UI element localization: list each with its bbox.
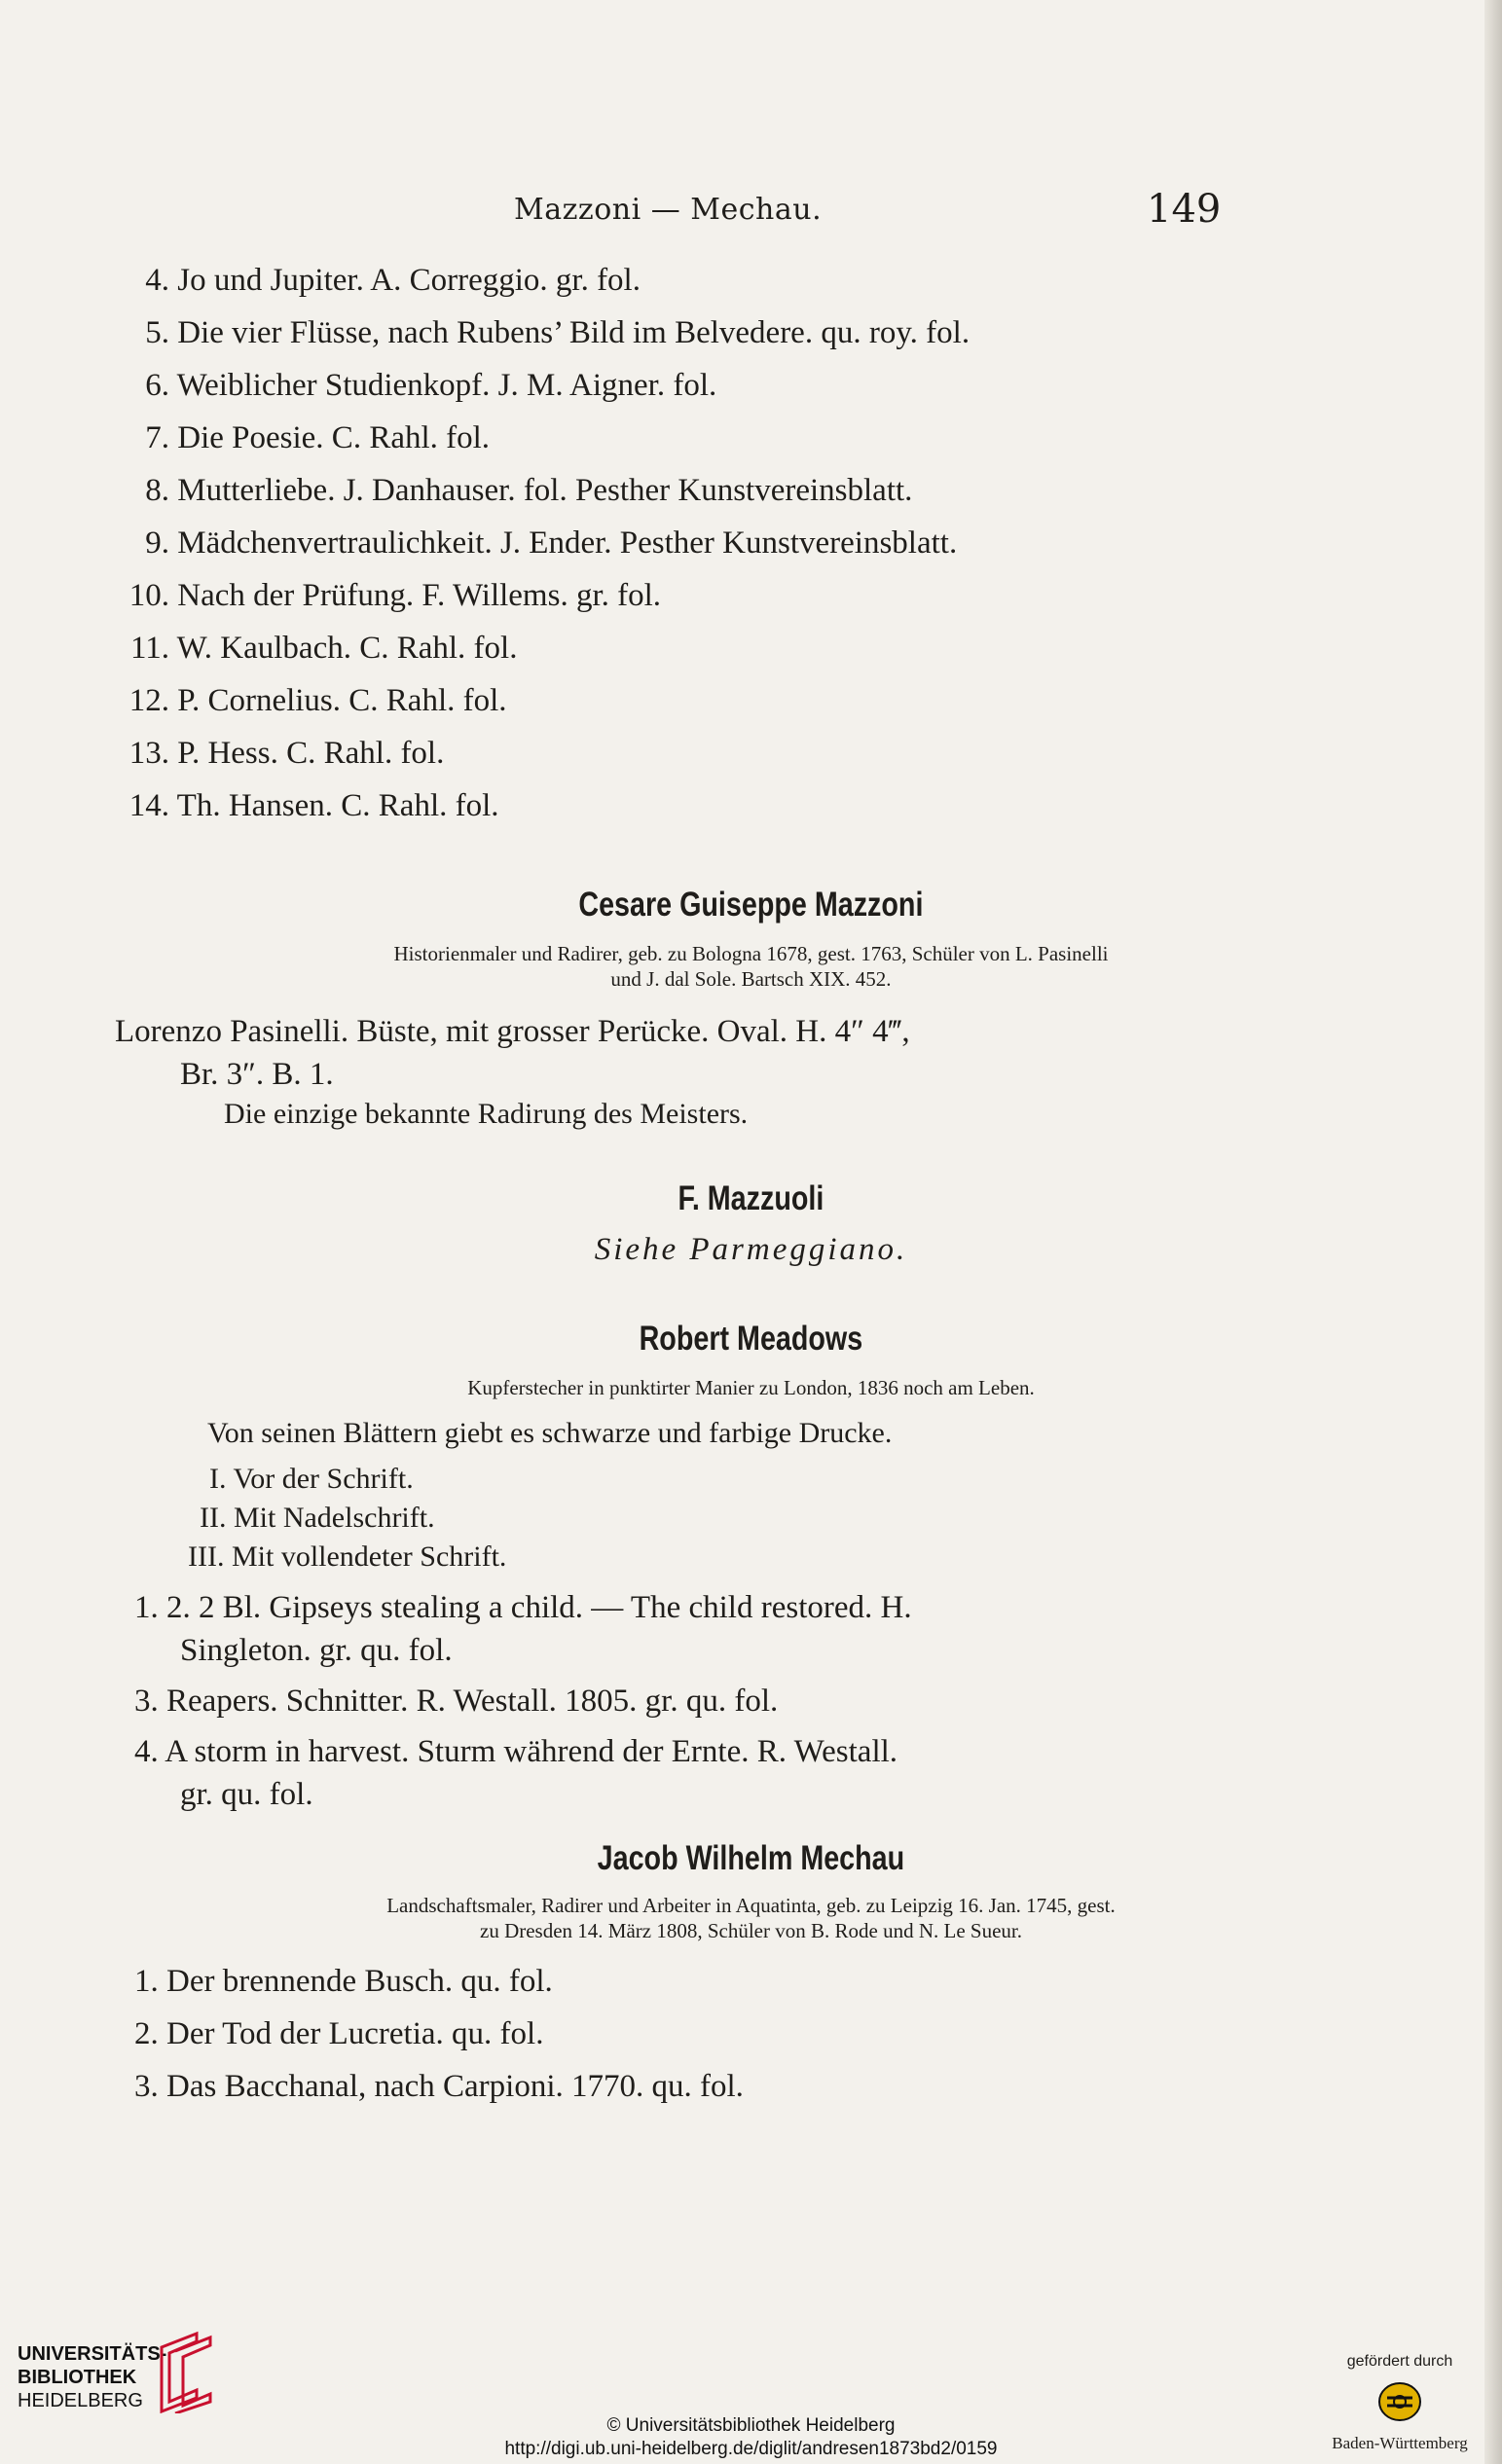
section-heading-mazzoni: Cesare Guiseppe Mazzoni xyxy=(578,886,924,924)
biography-line: Historienmaler und Radirer, geb. zu Bologna 1678, gest. 1763, Schüler von L. Pasinelli xyxy=(393,942,1109,965)
list-item: 11. W. Kaulbach. C. Rahl. fol. xyxy=(129,631,518,666)
list-item: 9. Mädchenvertraulichkeit. J. Ender. Pesther Kunstvereinsblatt. xyxy=(145,525,958,561)
section-heading-meadows: Robert Meadows xyxy=(639,1320,863,1358)
catalog-entry: 4. A storm in harvest. Sturm während der Ernte. R. Westall. xyxy=(134,1734,898,1769)
logo-line: UNIVERSITÄTS- xyxy=(18,2343,167,2365)
section-intro: Von seinen Blättern giebt es schwarze und farbige Drucke. xyxy=(207,1417,893,1449)
catalog-entry: 3. Das Bacchanal, nach Carpioni. 1770. qu. fol. xyxy=(134,2069,744,2104)
catalog-entry-continued: Singleton. gr. qu. fol. xyxy=(180,1633,453,1668)
copyright-notice: © Universitätsbibliothek Heidelberg xyxy=(606,2415,896,2436)
biography-line: Kupferstecher in punktirter Manier zu London, 1836 noch am Leben. xyxy=(467,1376,1035,1399)
list-item: 7. Die Poesie. C. Rahl. fol. xyxy=(145,420,491,455)
state-item: III. Mit vollendeter Schrift. xyxy=(188,1540,507,1573)
section-heading-mechau: Jacob Wilhelm Mechau xyxy=(597,1839,905,1877)
logo-line: HEIDELBERG xyxy=(18,2390,143,2411)
catalog-entry-continued: gr. qu. fol. xyxy=(180,1777,313,1812)
catalog-entry-continued: Br. 3″. B. 1. xyxy=(180,1057,334,1092)
catalog-entry: 1. 2. 2 Bl. Gipseys stealing a child. — The child restored. H. xyxy=(134,1590,912,1625)
catalog-entry: 3. Reapers. Schnitter. R. Westall. 1805. gr. qu. fol. xyxy=(134,1684,779,1719)
list-item: 10. Nach der Prüfung. F. Willems. gr. fol. xyxy=(128,578,662,613)
state-coat-of-arms-icon xyxy=(1377,2380,1422,2423)
biography-line: und J. dal Sole. Bartsch XIX. 452. xyxy=(610,967,892,991)
state-name: Baden-Württemberg xyxy=(1332,2434,1468,2452)
funding-label: gefördert durch xyxy=(1346,2353,1453,2370)
state-item: I. Vor der Schrift. xyxy=(209,1463,414,1495)
list-item: 5. Die vier Flüsse, nach Rubens’ Bild im Belvedere. qu. roy. fol. xyxy=(145,315,971,350)
list-item: 8. Mutterliebe. J. Danhauser. fol. Pesther Kunstvereinsblatt. xyxy=(145,473,913,508)
permalink[interactable]: http://digi.ub.uni-heidelberg.de/diglit/andresen1873bd2/0159 xyxy=(504,2439,998,2459)
running-head: Mazzoni — Mechau. xyxy=(514,193,823,227)
biography-line: zu Dresden 14. März 1808, Schüler von B. Rode und N. Le Sueur. xyxy=(480,1919,1022,1942)
entry-note: Die einzige bekannte Radirung des Meisters. xyxy=(224,1098,749,1130)
funding-notice xyxy=(1317,2353,1483,2453)
biography-line: Landschaftsmaler, Radirer und Arbeiter in Aquatinta, geb. zu Leipzig 16. Jan. 1745, gest. xyxy=(386,1894,1116,1917)
cross-reference: Siehe Parmeggiano. xyxy=(594,1232,908,1267)
page-number: 149 xyxy=(1147,187,1222,232)
catalog-entry: 1. Der brennende Busch. qu. fol. xyxy=(134,1964,553,1999)
list-item: 12. P. Cornelius. C. Rahl. fol. xyxy=(128,683,507,718)
list-item: 4. Jo und Jupiter. A. Correggio. gr. fol. xyxy=(145,263,641,298)
list-item: 6. Weiblicher Studienkopf. J. M. Aigner. fol. xyxy=(145,368,717,403)
list-item: 14. Th. Hansen. C. Rahl. fol. xyxy=(128,788,499,823)
state-item: II. Mit Nadelschrift. xyxy=(200,1502,435,1534)
section-heading-mazzuoli: F. Mazzuoli xyxy=(678,1179,824,1217)
catalog-entry: Lorenzo Pasinelli. Büste, mit grosser Perücke. Oval. H. 4″ 4‴, xyxy=(115,1014,910,1049)
library-emblem-icon xyxy=(154,2330,222,2413)
list-item: 13. P. Hess. C. Rahl. fol. xyxy=(128,736,445,771)
catalog-entry: 2. Der Tod der Lucretia. qu. fol. xyxy=(134,2016,544,2051)
logo-line: BIBLIOTHEK xyxy=(18,2367,137,2388)
